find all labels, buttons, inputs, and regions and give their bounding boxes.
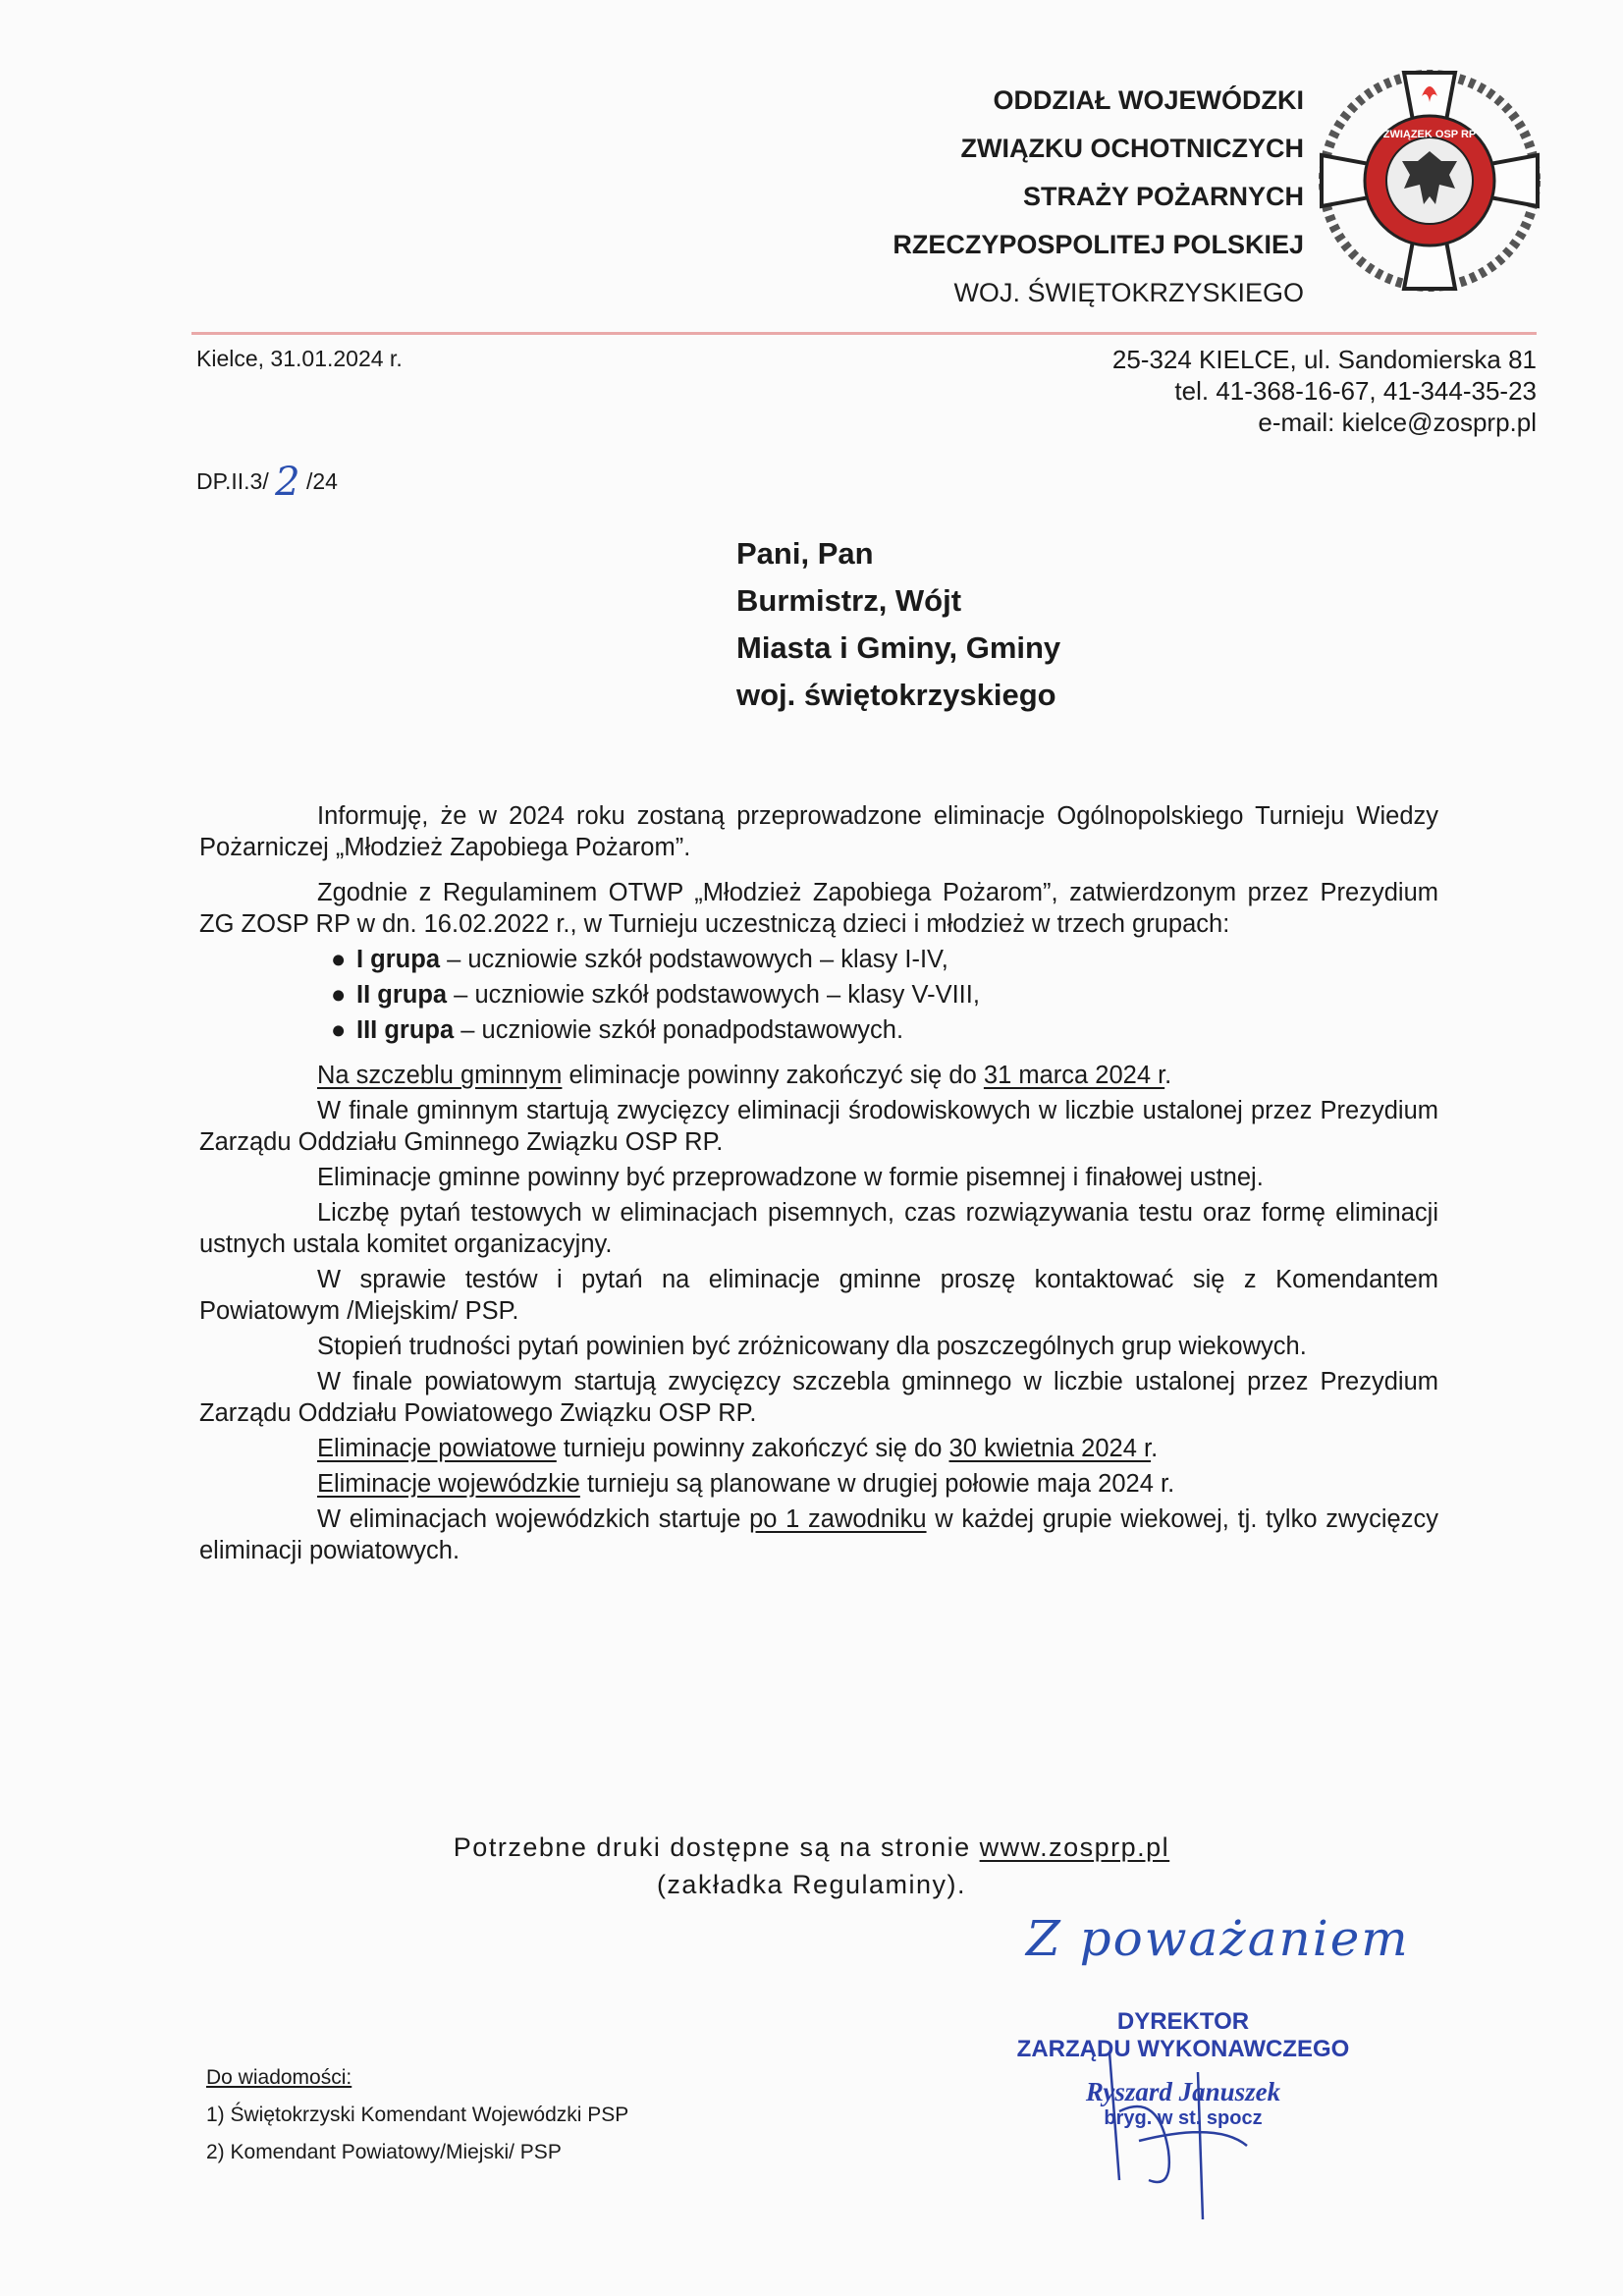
group-desc: – uczniowie szkół podstawowych – klasy I-IV, [440,946,948,973]
org-line-1: ODDZIAŁ WOJEWÓDZKI [993,85,1304,115]
footer-text: Potrzebne druki dostępne są na stronie [453,1832,980,1862]
recipient-line-4: woj. świętokrzyskiego [736,678,1056,712]
ref-prefix: DP.II.3/ [196,468,269,494]
paragraph-12 [199,1503,1438,1566]
organization-header [893,77,1304,317]
one-participant-text: po 1 zawodniku [749,1505,927,1533]
group-name: II grupa [356,981,448,1009]
stamp-subtitle: ZARZĄDU WYKONAWCZEGO [1016,2036,1350,2062]
place-date: Kielce, 31.01.2024 r. [196,346,403,371]
cc-item-1: 1) Świętokrzyski Komendant Wojewódzki PSP [206,2104,629,2126]
recipient-line-3: Miasta i Gminy, Gminy [736,630,1061,665]
stamp-title: DYREKTOR [1116,2008,1250,2035]
letter-body [199,800,1438,1580]
paragraph-6: Liczbę pytań testowych w eliminacjach pisemnych, czas rozwiązywania testu oraz formę eliminacji ustnych ustala komitet organizacyjny. [199,1199,1438,1258]
paragraph-3 [199,1060,1438,1091]
org-line-3: STRAŻY POŻARNYCH [1022,182,1304,211]
header-divider [191,332,1537,335]
list-item [331,1014,1438,1046]
ref-suffix: /24 [305,468,338,494]
cc-list [206,2059,628,2171]
paragraph-3-end: . [1164,1062,1172,1089]
footer-line-1 [0,1829,1623,1866]
paragraph-8: Stopień trudności pytań powinien być zróżnicowany dla poszczególnych grup wiekowych. [317,1333,1307,1360]
paragraph-10-end: . [1151,1435,1159,1462]
bullet-icon: ● [331,1016,347,1044]
voivodeship-level-text: Eliminacje wojewódzkie [317,1470,580,1498]
cc-item-2: 2) Komendant Powiatowy/Miejski/ PSP [206,2141,562,2163]
stamp-name: Ryszard Januszek [1085,2077,1281,2106]
email-line: e-mail: kielce@zosprp.pl [1258,408,1537,437]
org-line-4: RZECZYPOSPOLITEJ POLSKIEJ [893,230,1304,259]
list-item [331,979,1438,1011]
paragraph-4: W finale gminnym startują zwycięzcy eliminacji środowiskowych w liczbie ustalonej przez Prezydium Zarządu Oddziału Gminnego Związku OSP RP. [199,1097,1438,1156]
svg-text:ZWIĄZEK OSP RP: ZWIĄZEK OSP RP [1382,129,1477,140]
gmina-deadline: 31 marca 2024 r [983,1062,1165,1089]
paragraph-12-text: W eliminacjach wojewódzkich startuje [317,1505,750,1533]
signature-scribble [1080,2033,1276,2229]
handwritten-closing: Z poważaniem [1026,1910,1410,1967]
paragraph-11 [199,1468,1438,1500]
cc-title: Do wiadomości: [206,2066,352,2089]
org-line-2: ZWIĄZKU OCHOTNICZYCH [960,134,1304,163]
recipient-line-1: Pani, Pan [736,536,874,571]
footer-note [0,1829,1623,1903]
paragraph-10-text: turnieju powinny zakończyć się do [556,1435,949,1462]
powiat-level-text: Eliminacje powiatowe [317,1435,557,1462]
footer-line-2: (zakładka Regulaminy). [656,1870,967,1899]
bullet-icon: ● [331,946,347,973]
reference-number [196,460,338,505]
recipient-line-2: Burmistrz, Wójt [736,583,962,618]
group-desc: – uczniowie szkół ponadpodstawowych. [454,1016,904,1044]
phone-line: tel. 41-368-16-67, 41-344-35-23 [1174,376,1537,406]
group-name: III grupa [356,1016,455,1044]
ref-handwritten-number: 2 [275,460,300,505]
stamp-rank: bryg. w st. spocz [1104,2107,1263,2129]
paragraph-11-text: turnieju są planowane w drugiej połowie maja 2024 r. [579,1470,1175,1498]
zosp-rp-logo [1316,67,1543,295]
website-link[interactable]: www.zosprp.pl [979,1832,1170,1862]
powiat-deadline: 30 kwietnia 2024 r [948,1435,1152,1462]
paragraph-12-end: w każdej grupie wiekowej, tj. tylko zwycięzcy eliminacji powiatowych. [199,1505,1438,1564]
group-name: I grupa [356,946,441,973]
paragraph-3-text: eliminacje powinny zakończyć się do [562,1062,984,1089]
recipient-block [736,530,1060,719]
paragraph-9: W finale powiatowym startują zwycięzcy szczebla gminnego w liczbie ustalonej przez Prezydium Zarządu Oddziału Powiatowego Związku OSP RP. [199,1368,1438,1427]
gmina-level-text: Na szczeblu gminnym [317,1062,563,1089]
address-line: 25-324 KIELCE, ul. Sandomierska 81 [1111,345,1537,374]
paragraph-5: Eliminacje gminne powinny być przeprowadzone w formie pisemnej i finałowej ustnej. [317,1164,1264,1191]
paragraph-2: Zgodnie z Regulaminem OTWP „Młodzież Zapobiega Pożarom”, zatwierdzonym przez Prezydium ZG ZOSP RP w dn. 16.02.2022 r., w Turnieju uczestniczą dzieci i młodzież w trzech grupach: [199,879,1438,938]
list-item [331,944,1438,975]
contact-address [1112,344,1537,438]
group-list [199,944,1438,1046]
paragraph-1: Informuję, że w 2024 roku zostaną przeprowadzone eliminacje Ogólnopolskiego Turnieju Wiedzy Pożarniczej „Młodzież Zapobiega Pożarom”. [199,802,1438,861]
group-desc: – uczniowie szkół podstawowych – klasy V-VIII, [447,981,980,1009]
paragraph-7: W sprawie testów i pytań na eliminacje gminne proszę kontaktować się z Komendantem Powiatowym /Miejskim/ PSP. [199,1266,1438,1325]
org-line-5: WOJ. ŚWIĘTOKRZYSKIEGO [953,278,1304,307]
bullet-icon: ● [331,981,347,1009]
paragraph-10 [199,1433,1438,1464]
